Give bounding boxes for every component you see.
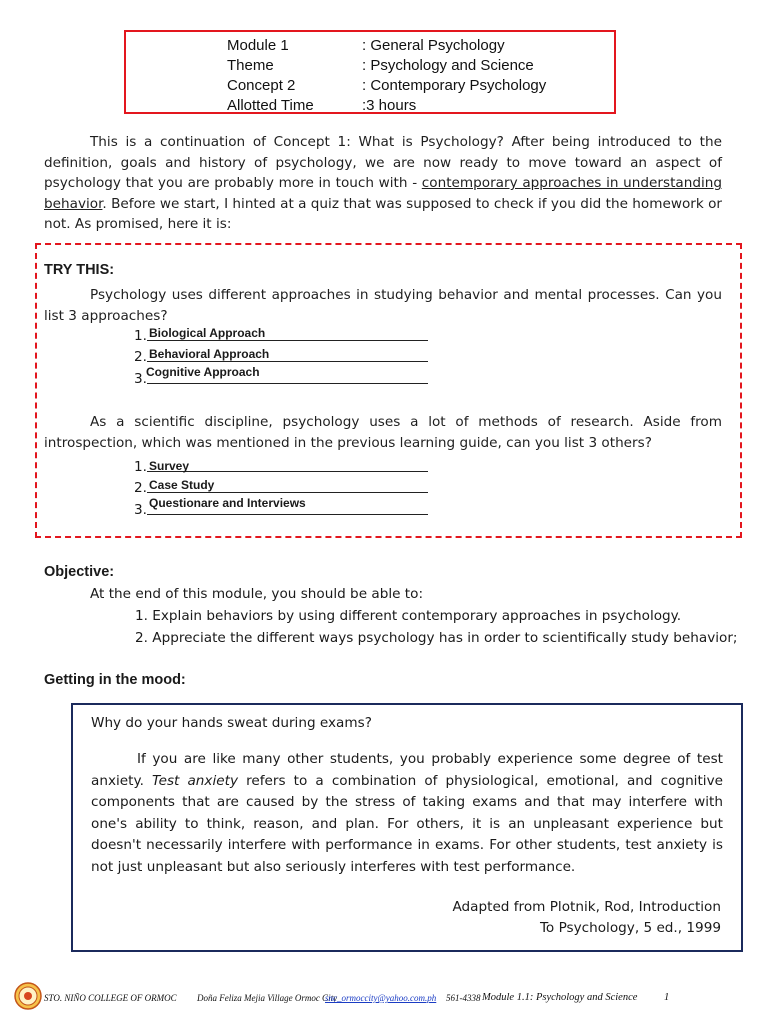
footer-module: Module 1.1: Psychology and Science	[482, 992, 638, 1003]
item-number: 2.	[134, 480, 147, 496]
approach-item-1	[134, 324, 434, 344]
answer-line	[147, 340, 428, 341]
mood-text-end: refers to a combination of physiological, emotional, and cognitive components that are caused by the stress of taking exams and that may interfere with one's ability to think, reason, and plan. For others, it is an unpleasant experience but doesn't necessarily interfere with performance in exams. For other students, test anxiety is not just unpleasant but also seriously interferes with test performance.	[91, 772, 723, 875]
item-number: 1.	[134, 459, 147, 475]
objective-item-1: 1. Explain behaviors by using different contemporary approaches in psychology.	[135, 608, 682, 624]
answer-text: Cognitive Approach	[146, 365, 260, 379]
try-this-heading: TRY THIS:	[44, 262, 115, 278]
theme-row	[227, 57, 534, 74]
mood-source-line-2: To Psychology, 5 ed., 1999	[539, 920, 721, 936]
concept-row	[227, 77, 546, 94]
approach-item-3	[134, 367, 434, 387]
answer-line	[147, 361, 428, 362]
theme-value: : Psychology and Science	[362, 57, 534, 74]
try-question-1	[44, 285, 722, 326]
time-value: :3 hours	[362, 97, 417, 114]
item-number: 3.	[134, 371, 147, 387]
answer-text: Case Study	[149, 478, 215, 492]
objective-heading: Objective:	[44, 564, 115, 580]
objective-intro: At the end of this module, you should be able to:	[90, 586, 424, 602]
time-row	[227, 97, 416, 114]
mood-text-start: If you are like many other students, you probably experience some degree of test anxiety.	[91, 751, 723, 789]
answer-text: Questionare and Interviews	[149, 496, 306, 510]
try-question-2	[44, 412, 722, 453]
objective-item-2: 2. Appreciate the different ways psychology has in order to scientifically study behavior;	[135, 630, 738, 646]
footer-page-number: 1	[664, 992, 670, 1003]
mood-italic-term: Test anxiety	[151, 772, 238, 789]
intro-text-end: . Before we start, I hinted at a quiz that was supposed to check if you did the homework or not. As promised, here it is:	[44, 195, 722, 232]
concept-value: : Contemporary Psychology	[362, 77, 547, 94]
footer-school: STO. NIÑO COLLEGE OF ORMOC	[44, 993, 177, 1003]
mood-paragraph	[91, 749, 723, 878]
footer-phone: 561-4338	[446, 993, 481, 1003]
answer-line	[147, 514, 428, 515]
try-question-1-text: Psychology uses different approaches in studying behavior and mental processes. Can you list 3 approaches?	[44, 287, 722, 324]
school-logo-icon	[14, 982, 42, 1010]
item-number: 3.	[134, 502, 147, 518]
time-label: Allotted Time	[227, 97, 314, 114]
mood-source-line-1: Adapted from Plotnik, Rod, Introduction	[452, 899, 721, 915]
intro-underlined-text: contemporary approaches in understanding behavior	[44, 175, 722, 212]
mood-question: Why do your hands sweat during exams?	[91, 715, 372, 731]
footer-email-link[interactable]: snc_ormoccity@yahoo.com.ph	[325, 993, 437, 1003]
method-item-2	[134, 476, 434, 496]
intro-paragraph	[44, 132, 722, 235]
module-info-box	[124, 30, 616, 114]
answer-text: Biological Approach	[149, 326, 266, 340]
answer-text: Behavioral Approach	[149, 347, 270, 361]
item-number: 1.	[134, 328, 147, 344]
mood-heading: Getting in the mood:	[44, 672, 186, 688]
answer-text: Survey	[149, 459, 190, 473]
intro-text-start: This is a continuation of Concept 1: What is Psychology? After being introduced to the definition, goals and history of psychology, we are now ready to move toward an aspect of psychology that you are probably more in touch with -	[44, 134, 722, 191]
method-item-3	[134, 498, 434, 518]
module-row	[227, 37, 505, 54]
answer-line	[147, 471, 428, 472]
theme-label: Theme	[227, 57, 274, 74]
page-footer	[14, 982, 754, 1012]
mood-box	[71, 703, 743, 952]
answer-line	[147, 383, 428, 384]
module-label: Module 1	[227, 37, 289, 54]
approach-item-2	[134, 345, 434, 365]
footer-address: Doña Feliza Mejia Village Ormoc City	[197, 993, 338, 1003]
concept-label: Concept 2	[227, 77, 296, 94]
method-item-1	[134, 455, 434, 475]
try-question-2-text: As a scientific discipline, psychology uses a lot of methods of research. Aside from introspection, which was mentioned in the previous learning guide, can you list 3 others?	[44, 414, 722, 451]
module-value: : General Psychology	[362, 37, 505, 54]
answer-line	[147, 492, 428, 493]
item-number: 2.	[134, 349, 147, 365]
